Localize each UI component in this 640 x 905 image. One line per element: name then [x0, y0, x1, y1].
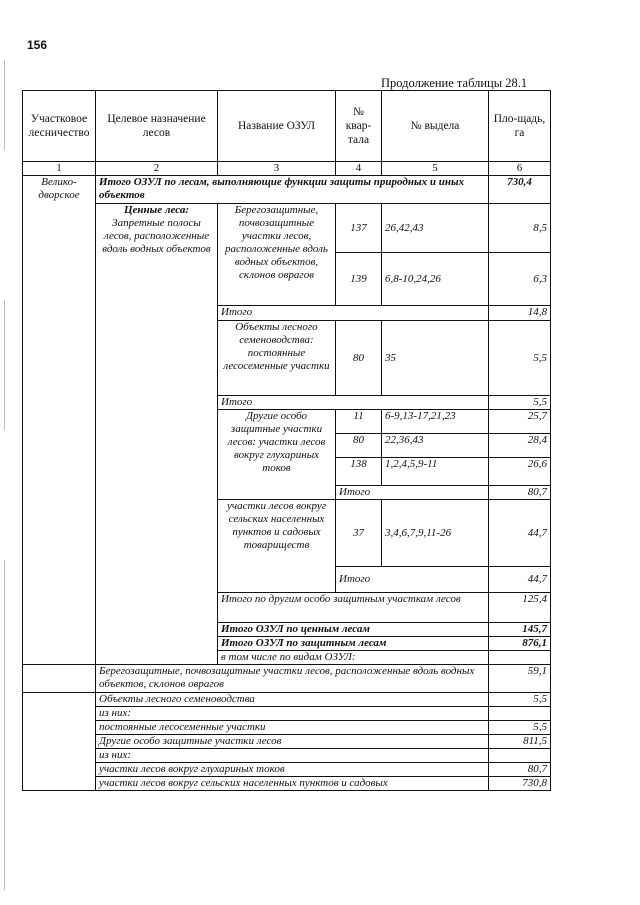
header-quarter: № квар-тала [336, 91, 382, 162]
summary-value: 59,1 [489, 665, 551, 693]
valuable-total-value: 145,7 [489, 623, 551, 637]
margin-line [4, 560, 5, 890]
quarter-cell: 37 [336, 500, 382, 567]
col-number: 2 [96, 162, 218, 176]
quarter-cell: 137 [336, 204, 382, 253]
forestry-cell-continued [23, 777, 96, 791]
subtotal-label: Итого [336, 567, 489, 593]
area-cell: 6,3 [489, 253, 551, 306]
col-number: 4 [336, 162, 382, 176]
summary-value [489, 749, 551, 763]
other-total-label: Итого по другим особо защитным участкам лесов [218, 593, 489, 623]
summary-value: 80,7 [489, 763, 551, 777]
total-all-label: Итого ОЗУЛ по лесам, выполняющие функции защиты природных и иных объектов [96, 176, 489, 204]
forestry-name: Велико-дворское [23, 176, 96, 665]
forestry-cell-continued [23, 693, 96, 707]
plot-cell: 22,36,43 [382, 434, 489, 458]
summary-value: 811,5 [489, 735, 551, 749]
summary-label: Берегозащитные, почвозащитные участки лесов, расположенные вдоль водных объектов, склонов оврагов [96, 665, 489, 693]
summary-value [489, 707, 551, 721]
area-cell: 26,6 [489, 458, 551, 486]
area-cell: 8,5 [489, 204, 551, 253]
plot-cell: 35 [382, 321, 489, 396]
table-row [23, 176, 551, 204]
area-cell: 28,4 [489, 434, 551, 458]
table-row [23, 735, 551, 749]
valuable-forest-desc: Запретные полосы лесов, расположенные вдоль водных объектов [102, 217, 211, 255]
purpose-cell [96, 204, 218, 665]
area-cell: 5,5 [489, 321, 551, 396]
protective-total-label: Итого ОЗУЛ по защитным лесам [218, 637, 489, 651]
subtotal-label: Итого [218, 306, 489, 321]
summary-value: 5,5 [489, 721, 551, 735]
quarter-cell: 80 [336, 434, 382, 458]
header-ozul-name: Название ОЗУЛ [218, 91, 336, 162]
area-cell: 25,7 [489, 410, 551, 434]
table-row [23, 693, 551, 707]
plot-cell: 6,8-10,24,26 [382, 253, 489, 306]
quarter-cell: 138 [336, 458, 382, 486]
summary-label: Другие особо защитные участки лесов [96, 735, 489, 749]
ozul-name: Другие особо защитные участки лесов: участки лесов вокруг глухариных токов [218, 410, 336, 500]
table-continuation-caption: Продолжение таблицы 28.1 [381, 76, 528, 90]
forestry-cell-continued [23, 721, 96, 735]
ozul-name: Берегозащитные, почвозащитные участки лесов, расположенные вдоль водных объектов, склонов оврагов [218, 204, 336, 306]
header-plot: № выдела [382, 91, 489, 162]
subtotal-value: 14,8 [489, 306, 551, 321]
table-row [23, 721, 551, 735]
summary-label: в том числе по видам ОЗУЛ: [218, 651, 489, 665]
total-all-value: 730,4 [489, 176, 551, 204]
summary-label: участки лесов вокруг глухариных токов [96, 763, 489, 777]
subtotal-value: 5,5 [489, 396, 551, 410]
valuable-forest-title: Ценные леса: [123, 204, 190, 216]
forestry-cell-continued [23, 665, 96, 693]
valuable-total-label: Итого ОЗУЛ по ценным лесам [218, 623, 489, 637]
table-row [23, 204, 551, 253]
plot-cell: 3,4,6,7,9,11-26 [382, 500, 489, 567]
other-total-value: 125,4 [489, 593, 551, 623]
margin-line [4, 60, 5, 150]
summary-value: 5,5 [489, 693, 551, 707]
summary-label: Объекты лесного семеноводства [96, 693, 489, 707]
col-number: 1 [23, 162, 96, 176]
header-forestry: Участковое лесничество [23, 91, 96, 162]
header-purpose: Целевое назначение лесов [96, 91, 218, 162]
margin-line [4, 300, 5, 430]
quarter-cell: 80 [336, 321, 382, 396]
plot-cell: 1,2,4,5,9-11 [382, 458, 489, 486]
col-number: 3 [218, 162, 336, 176]
quarter-cell: 11 [336, 410, 382, 434]
header-area: Пло-щадь, га [489, 91, 551, 162]
forestry-cell-continued [23, 749, 96, 763]
protective-total-value: 876,1 [489, 637, 551, 651]
area-cell: 44,7 [489, 500, 551, 567]
plot-cell: 26,42,43 [382, 204, 489, 253]
summary-value [489, 651, 551, 665]
summary-label: из них: [96, 707, 489, 721]
col-number: 5 [382, 162, 489, 176]
page-number: 156 [27, 38, 48, 52]
summary-label: участки лесов вокруг сельских населенных пунктов и садовых [96, 777, 489, 791]
quarter-cell: 139 [336, 253, 382, 306]
column-number-row [23, 162, 551, 176]
ozul-name: Объекты лесного семеноводства: постоянные лесосеменные участки [218, 321, 336, 396]
forestry-cell-continued [23, 735, 96, 749]
table-row [23, 665, 551, 693]
subtotal-value: 44,7 [489, 567, 551, 593]
subtotal-label: Итого [218, 396, 489, 410]
subtotal-label: Итого [336, 486, 489, 500]
subtotal-value: 80,7 [489, 486, 551, 500]
summary-value: 730,8 [489, 777, 551, 791]
table-row [23, 763, 551, 777]
table-row [23, 777, 551, 791]
summary-label: из них: [96, 749, 489, 763]
col-number: 6 [489, 162, 551, 176]
header-row [23, 91, 551, 162]
table-row [23, 749, 551, 763]
ozul-name: участки лесов вокруг сельских населенных пунктов и садовых товариществ [218, 500, 336, 593]
summary-label: постоянные лесосеменные участки [96, 721, 489, 735]
table-row [23, 707, 551, 721]
forestry-cell-continued [23, 707, 96, 721]
plot-cell: 6-9,13-17,21,23 [382, 410, 489, 434]
ozul-table [22, 90, 551, 791]
forestry-cell-continued [23, 763, 96, 777]
